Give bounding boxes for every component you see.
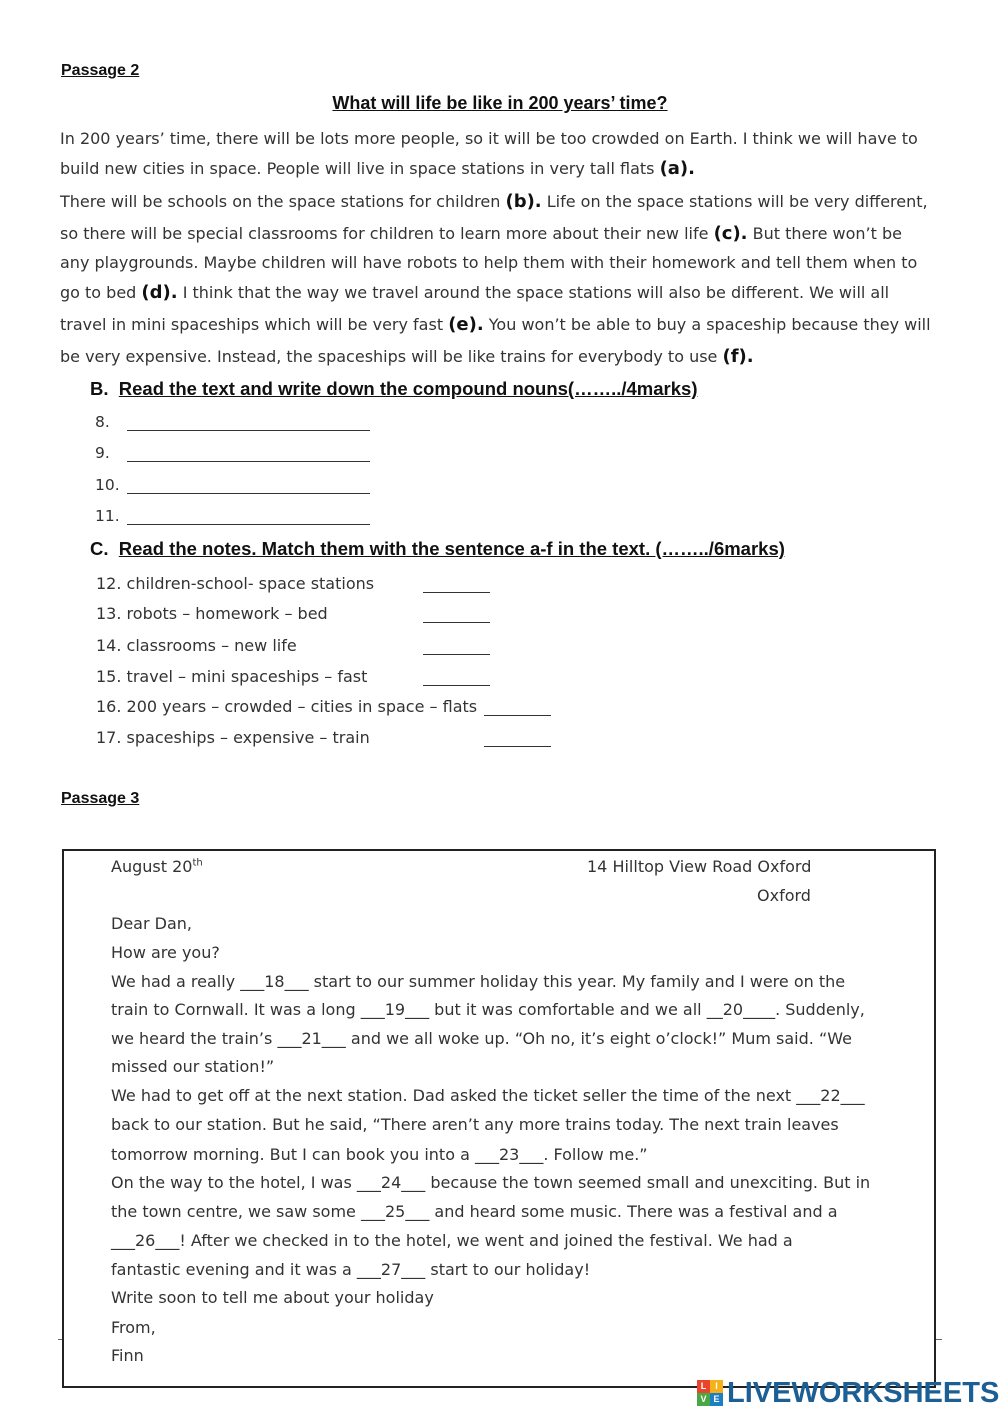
note-item: 12. children-school- space stations	[96, 574, 375, 593]
passage-line: There will be schools on the space stations for children (b). Life on the space stations will be very different,	[60, 191, 928, 212]
answer-number: 9.	[95, 444, 110, 462]
note-item: 14. classrooms – new life	[96, 636, 297, 655]
letter-date: August 20th	[111, 857, 203, 876]
passage-line: In 200 years’ time, there will be lots more people, so it will be too crowded on Earth. I think we will have to	[60, 129, 918, 148]
letter-address-line: 14 Hilltop View Road Oxford	[587, 857, 812, 876]
letter-line: Dear Dan,	[111, 914, 192, 933]
answer-blank[interactable]	[127, 493, 370, 494]
logo-tile: L	[697, 1380, 710, 1393]
letter-line: Write soon to tell me about your holiday	[111, 1288, 434, 1307]
sentence-marker: (e).	[448, 314, 484, 335]
passage-line: be very expensive. Instead, the spaceships will be like trains for everybody to use (f).	[60, 346, 754, 367]
note-answer-blank[interactable]	[423, 685, 490, 686]
letter-line: How are you?	[111, 943, 220, 962]
note-item: 17. spaceships – expensive – train	[96, 728, 370, 747]
sentence-marker: (b).	[505, 191, 542, 212]
logo-tile: I	[710, 1380, 723, 1393]
liveworksheets-logo-text: LIVEWORKSHEETS	[727, 1376, 1000, 1409]
note-item: 13. robots – homework – bed	[96, 604, 328, 623]
answer-number: 10.	[95, 476, 120, 494]
section-b-letter: B.	[90, 378, 109, 399]
letter-line: We had to get off at the next station. Dad asked the ticket seller the time of the next ___22___	[111, 1086, 865, 1105]
logo-tile: V	[697, 1393, 710, 1406]
passage-line: any playgrounds. Maybe children will have robots to help them with their homework and tell them when to	[60, 253, 918, 272]
section-b-heading	[90, 378, 697, 400]
passage-2-title: What will life be like in 200 years’ time?	[332, 93, 668, 113]
note-item: 15. travel – mini spaceships – fast	[96, 667, 368, 686]
answer-blank[interactable]	[127, 461, 370, 462]
sentence-marker: (d).	[141, 282, 178, 303]
letter-line: From,	[111, 1318, 156, 1337]
section-c-instructions: Read the notes. Match them with the sentence a-f in the text. (……../6marks)	[118, 538, 785, 559]
letter-line: back to our station. But he said, “There aren’t any more trains today. The next train leaves	[111, 1115, 839, 1134]
letter-line: Finn	[111, 1346, 144, 1365]
letter-line: ___26___! After we checked in to the hotel, we went and joined the festival. We had a	[111, 1231, 793, 1250]
letter-line: the town centre, we saw some ___25___ and heard some music. There was a festival and a	[111, 1202, 838, 1221]
passage-line: go to bed (d). I think that the way we travel around the space stations will also be different. We will all	[60, 282, 890, 303]
liveworksheets-watermark	[697, 1376, 999, 1410]
note-answer-blank[interactable]	[423, 654, 490, 655]
note-item: 16. 200 years – crowded – cities in space – flats	[96, 697, 478, 716]
note-answer-blank[interactable]	[484, 715, 551, 716]
section-b-instructions: Read the text and write down the compound nouns(……../4marks)	[118, 378, 698, 399]
letter-address-line: Oxford	[757, 886, 811, 905]
passage-2-label: Passage 2	[61, 62, 140, 79]
passage-line: so there will be special classrooms for children to learn more about their new life (c). But there won’t be	[60, 223, 902, 244]
section-c-letter: C.	[90, 538, 109, 559]
sentence-marker: (a).	[659, 158, 695, 179]
answer-blank[interactable]	[127, 524, 370, 525]
passage-3-label: Passage 3	[61, 790, 140, 807]
section-c-heading	[90, 538, 785, 560]
answer-number: 8.	[95, 413, 110, 431]
letter-line: fantastic evening and it was a ___27___ start to our holiday!	[111, 1260, 591, 1279]
letter-line: We had a really ___18___ start to our summer holiday this year. My family and I were on the	[111, 972, 846, 991]
letter-line: On the way to the hotel, I was ___24___ because the town seemed small and unexciting. But in	[111, 1173, 871, 1192]
note-answer-blank[interactable]	[423, 592, 490, 593]
note-answer-blank[interactable]	[423, 622, 490, 623]
letter-line: train to Cornwall. It was a long ___19___ but it was comfortable and we all __20____. Suddenly,	[111, 1000, 865, 1019]
letter-line: tomorrow morning. But I can book you into a ___23___. Follow me.”	[111, 1145, 648, 1164]
letter-line: we heard the train’s ___21___ and we all woke up. “Oh no, it’s eight o’clock!” Mum said. “We	[111, 1029, 852, 1048]
liveworksheets-logo-icon	[697, 1380, 723, 1406]
letter-line: missed our station!”	[111, 1057, 275, 1076]
answer-blank[interactable]	[127, 430, 370, 431]
passage-line: build new cities in space. People will live in space stations in very tall flats (a).	[60, 158, 695, 179]
passage-line: travel in mini spaceships which will be very fast (e). You won’t be able to buy a spaceship because they will	[60, 314, 931, 335]
sentence-marker: (f).	[722, 346, 754, 367]
sentence-marker: (c).	[713, 223, 748, 244]
note-answer-blank[interactable]	[484, 746, 551, 747]
answer-number: 11.	[95, 507, 120, 525]
logo-tile: E	[710, 1393, 723, 1406]
